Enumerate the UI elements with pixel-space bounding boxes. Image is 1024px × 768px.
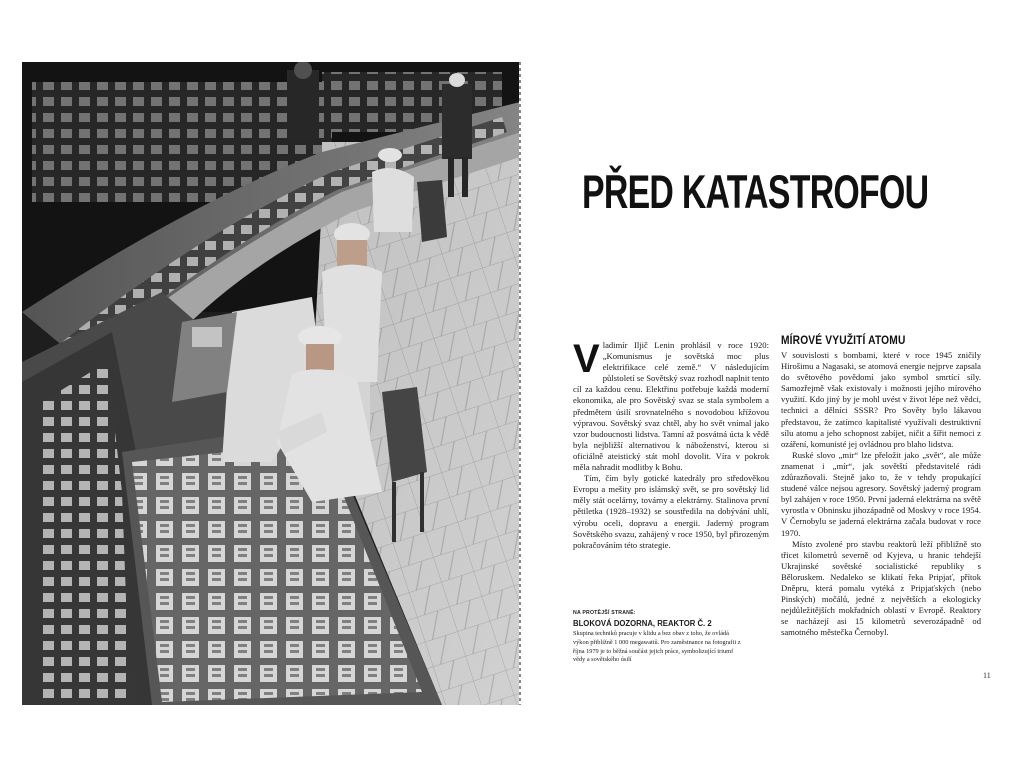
intro-paragraph-text: ladimír Iljič Lenin prohlásil v roce 1920: „Komunismus je sovětská moc plus elektrifikace celé země.“ V následujícím půlstoletí se Sovětský svaz rozhodl naplnit tento cíl za každou cenu. Elektřinu potřebuje každá moderní ekonomika, ale pro Sovětský svaz se stala symbolem a předmětem úsilí srovnatelného s novodobou křížovou výpravou. Sovětský svaz chtěl, aby ho svět vnímal jako vzor budoucnosti lidstva. Tamní až posvátná úcta k vědě byla nejbližší alternativou k náboženství, kterou si oficiálně ateistický stát mohl dovolit. Víra v pokrok měla nahradit modlitby k Bohu.: [573, 340, 769, 473]
section-subheading: MÍROVÉ VYUŽITÍ ATOMU: [781, 333, 906, 347]
photo-illustration: [22, 62, 520, 705]
left-text-column: [573, 337, 769, 551]
right-text-column: [781, 350, 981, 638]
body-paragraph: V souvislosti s bombami, které v roce 1945 zničily Hirošimu a Nagasaki, se atomová energie nejprve zapsala do světového povědomí jako symbol smrtící síly. Samozřejmě však existovaly i možnosti jejího mírového využití. Kdo jiný by je mohl uvést v život lépe než vědci, technici a dělníci SSSR? Pro Sověty bylo lákavou představou, že zatímco kapitalisté využívali destruktivní sílu atomu a jeho schopnost zabíjet, ničit a šířit nemoci z ozáření, komunisté jej ovládnou pro blaho lidstva.: [781, 350, 981, 449]
page-gutter: [519, 62, 521, 705]
caption-title: BLOKOVÁ DOZORNA, REAKTOR Č. 2: [573, 618, 712, 628]
drop-cap: V: [573, 337, 600, 381]
caption-text: Skupina techniků pracuje v klidu a bez obav z toho, že ovládá výkon přibližně 1 000 megawattů. Pro zaměstnance na fotografii z října 1979 je to běžná součást jejich práce, symbolizující triumf vědy a sovětského úsilí: [573, 630, 741, 664]
caption-kicker: NA PROTĚJŠÍ STRANĚ:: [573, 610, 636, 616]
intro-paragraph: [573, 337, 769, 473]
page-number: 11: [983, 671, 991, 680]
photo-caption: [573, 610, 743, 665]
body-paragraph: Tím, čím byly gotické katedrály pro středověkou Evropu a mešity pro islámský svět, se pro sovětský lid měly stát ocelárny, továrny a elektrárny. Stalinova první pětiletka (1928–1932) se soustředila na dobývání uhlí, výrobu oceli, dopravu a energii. Jaderný program Sovětského svazu, zahájený v roce 1950, byl přirozeným pokračováním této strategie.: [573, 473, 769, 550]
body-paragraph: Místo zvolené pro stavbu reaktorů leží přibližně sto třicet kilometrů severně od Kyjeva, u hranic tehdejší Ukrajinské sovětské socialistické republiky s Běloruskem. Nedaleko se klikatí řeka Pripjať, přítok Dněpru, která pomalu vytéká z Pripjaťských (nebo Pinských) močálů, jedné z největších a ekologicky nejdůležitějších mokřadních oblastí v Evropě. Reaktory se nacházejí asi 15 kilometrů severozápadně od samotného městečka Černobyl.: [781, 538, 981, 638]
body-paragraph: Ruské slovo „mir“ lze přeložit jako „svět“, ale může znamenat i „mír“, jak sovětští představitelé rádi zdůrazňovali. Stejně jako to, že v tehdy propukající studené válce nejsou agresory. Sovětský jaderný program byl zahájen v roce 1950. První jaderná elektrárna na světě vyrostla v Obninsku jihozápadně od Moskvy v roce 1954. V Černobylu se jaderná elektrárna začala budovat v roce 1970.: [781, 449, 981, 538]
chapter-title: PŘED KATASTROFOU: [582, 165, 929, 218]
control-room-photo: [22, 62, 520, 705]
